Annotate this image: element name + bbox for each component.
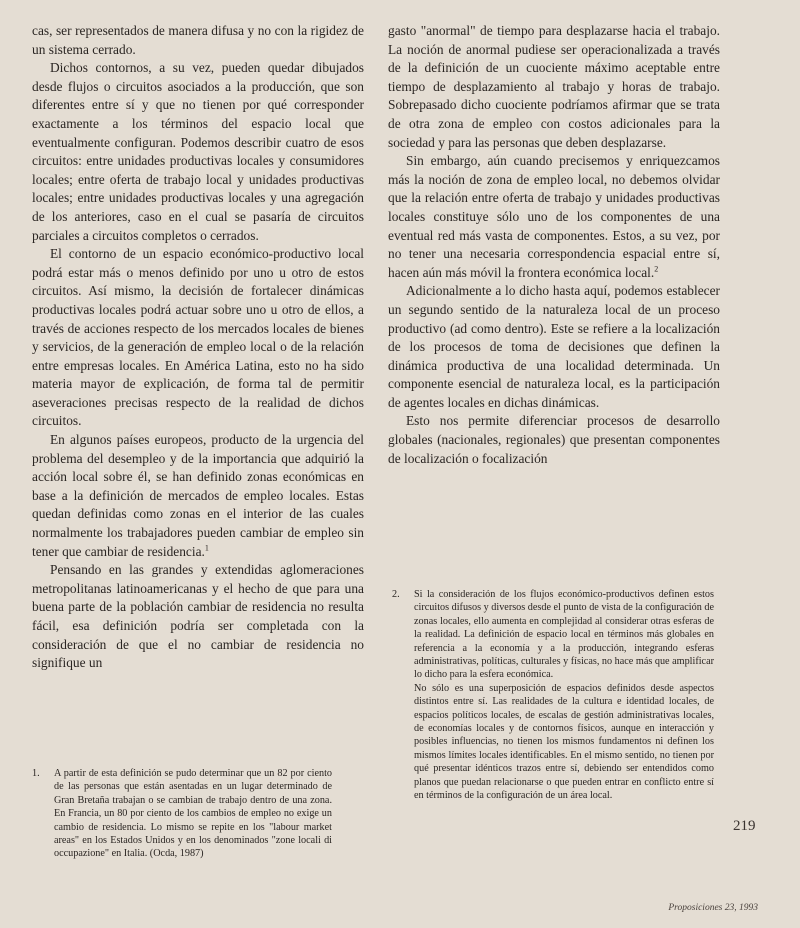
footnote-number: 1. — [32, 768, 40, 779]
paragraph: Esto nos permite diferenciar procesos de desarrollo globales (nacionales, regionales) que presentan componentes de localización o focalización — [388, 413, 720, 466]
paragraph: Pensando en las grandes y extendidas aglomeraciones metropolitanas latinoamericanas y el hecho de que para una buena parte de la población cambiar de residencia no resulta fácil, esa definición podría ser completada con la consideración de que el no cambiar de residencia no signifique un — [32, 562, 364, 671]
paragraph-text: En algunos países europeos, producto de la urgencia del problema del desempleo y de la importancia que adquirió la acción local sobre él, se han definido zonas económicas en base a la definición de mercados de empleo locales. Estas quedan definidas como zonas en el interior de las cuales normalmente los trabajadores pueden cambiar de empleo sin tener que cambiar de residencia. — [32, 432, 364, 559]
footnote-text: A partir de esta definición se pudo determinar que un 82 por ciento de las personas que están asentadas en un lugar determinado de Gran Bretaña trabajan o se cambian de trabajo dentro de una zona. En Francia, un 80 por ciento de los cambios de empleo no exige un cambio de residencia. Lo mismo se repite en los "labour market areas" en los Estados Unidos y en los denominados "zone locali di occupazione" en Italia. (Ocda, 1987) — [54, 768, 332, 860]
body-column-right — [388, 22, 720, 468]
paragraph: gasto "anormal" de tiempo para desplazarse hacia el trabajo. La noción de anormal pudiese ser operacionalizada a través de la definición de un cuociente máximo aceptable entre tiempo de desplazamiento al trabajo y horas de trabajo. Sobrepasado dicho cuociente podríamos afirmar que se trata de otra zona de empleo con costos adicionales para la sociedad y para las personas que deben desplazarse. — [388, 23, 720, 150]
paragraph: cas, ser representados de manera difusa y no con la rigidez de un sistema cerrado. — [32, 23, 364, 57]
paragraph — [388, 152, 720, 282]
body-column-left — [32, 22, 364, 673]
paragraph — [32, 431, 364, 561]
paragraph-text: Sin embargo, aún cuando precisemos y enriquezcamos más la noción de zona de empleo local, no debemos olvidar que la relación entre oferta de trabajo y unidades productivas locales constituye sólo uno de los componentes de una eventual red más vasta de componentes. Estos, a su vez, por no tener una necesaria correspondencia espacial entre sí, hacen aún más móvil la frontera económica local. — [388, 153, 720, 280]
paragraph: Adicionalmente a lo dicho hasta aquí, podemos establecer un segundo sentido de la naturaleza local de un proceso productivo (ad como dentro). Este se refiere a la localización de los procesos de toma de decisiones que definen la dinámica productiva de una localidad determinada. Un componente esencial de naturaleza local, es la participación de agentes locales en dichas dinámicas. — [388, 283, 720, 410]
running-footer: Proposiciones 23, 1993 — [668, 903, 758, 913]
paragraph: El contorno de un espacio económico-productivo local podrá estar más o menos definido por uno u otro de estos circuitos. Así mismo, la decisión de fortalecer dinámicas productivas locales podrá actuar sobre uno u otro de ellos, a través de acciones respecto de los mercados locales de bienes y servicios, de la generación de empleo local o de la relación entre empresas locales. En América Latina, esto no ha sido materia mayor de explicación, de forma tal de permitir aseveraciones precisas respecto de la realidad de dichos circuitos. — [32, 246, 364, 429]
page-number: 219 — [733, 818, 756, 834]
paragraph: Dichos contornos, a su vez, pueden quedar dibujados desde flujos o circuitos asociados a la producción, que son diferentes entre sí y que no tienen por qué corresponder exactamente a los términos del espacio local que eventualmente configuran. Podemos describir cuatro de esos circuitos: entre unidades productivas locales y consumidores locales; entre oferta de trabajo local y unidades productivas locales; entre unidades productivas locales y una agregación de los anteriores, caso en el cual se pasaría de circuitos parciales a circuitos completos o cerrados. — [32, 60, 364, 243]
footnote-text: Si la consideración de los flujos económico-productivos definen estos circuitos difusos y diversos desde el punto de vista de la configuración de zonas locales, ello aumenta en complejidad al considerar otras esferas de la realidad. La definición de espacio local en términos más globales en referencia a la economía y a la producción, integrando esferas administrativas, políticas, culturales y físicas, no hace más que amplificar lo dicho para la esfera económica. — [414, 589, 714, 681]
footnote-number: 2. — [392, 589, 400, 600]
footnote-1 — [32, 767, 332, 861]
footnote-marker: 1 — [204, 543, 209, 553]
footnote-2 — [392, 588, 714, 803]
footnote-marker: 2 — [654, 264, 659, 274]
footnote-text: No sólo es una superposición de espacios definidos desde aspectos distintos entre sí. Las realidades de la cultura e identidad locales, de espacios políticos locales, de escalas de gestión administrativas locales, de economías locales y de contornos físicos, aunque en interacción y posibles influencias, no tienen los mismos fundamentos ni definen los mismos límites locales identificables. En el mismo sentido, no tienen por qué presentar idénticos trazos entre sí, debiendo ser entendidos como planos que puedan relacionarse o que pueden entrar en conflicto entre sí en términos de la configuración de un área local. — [414, 682, 714, 802]
